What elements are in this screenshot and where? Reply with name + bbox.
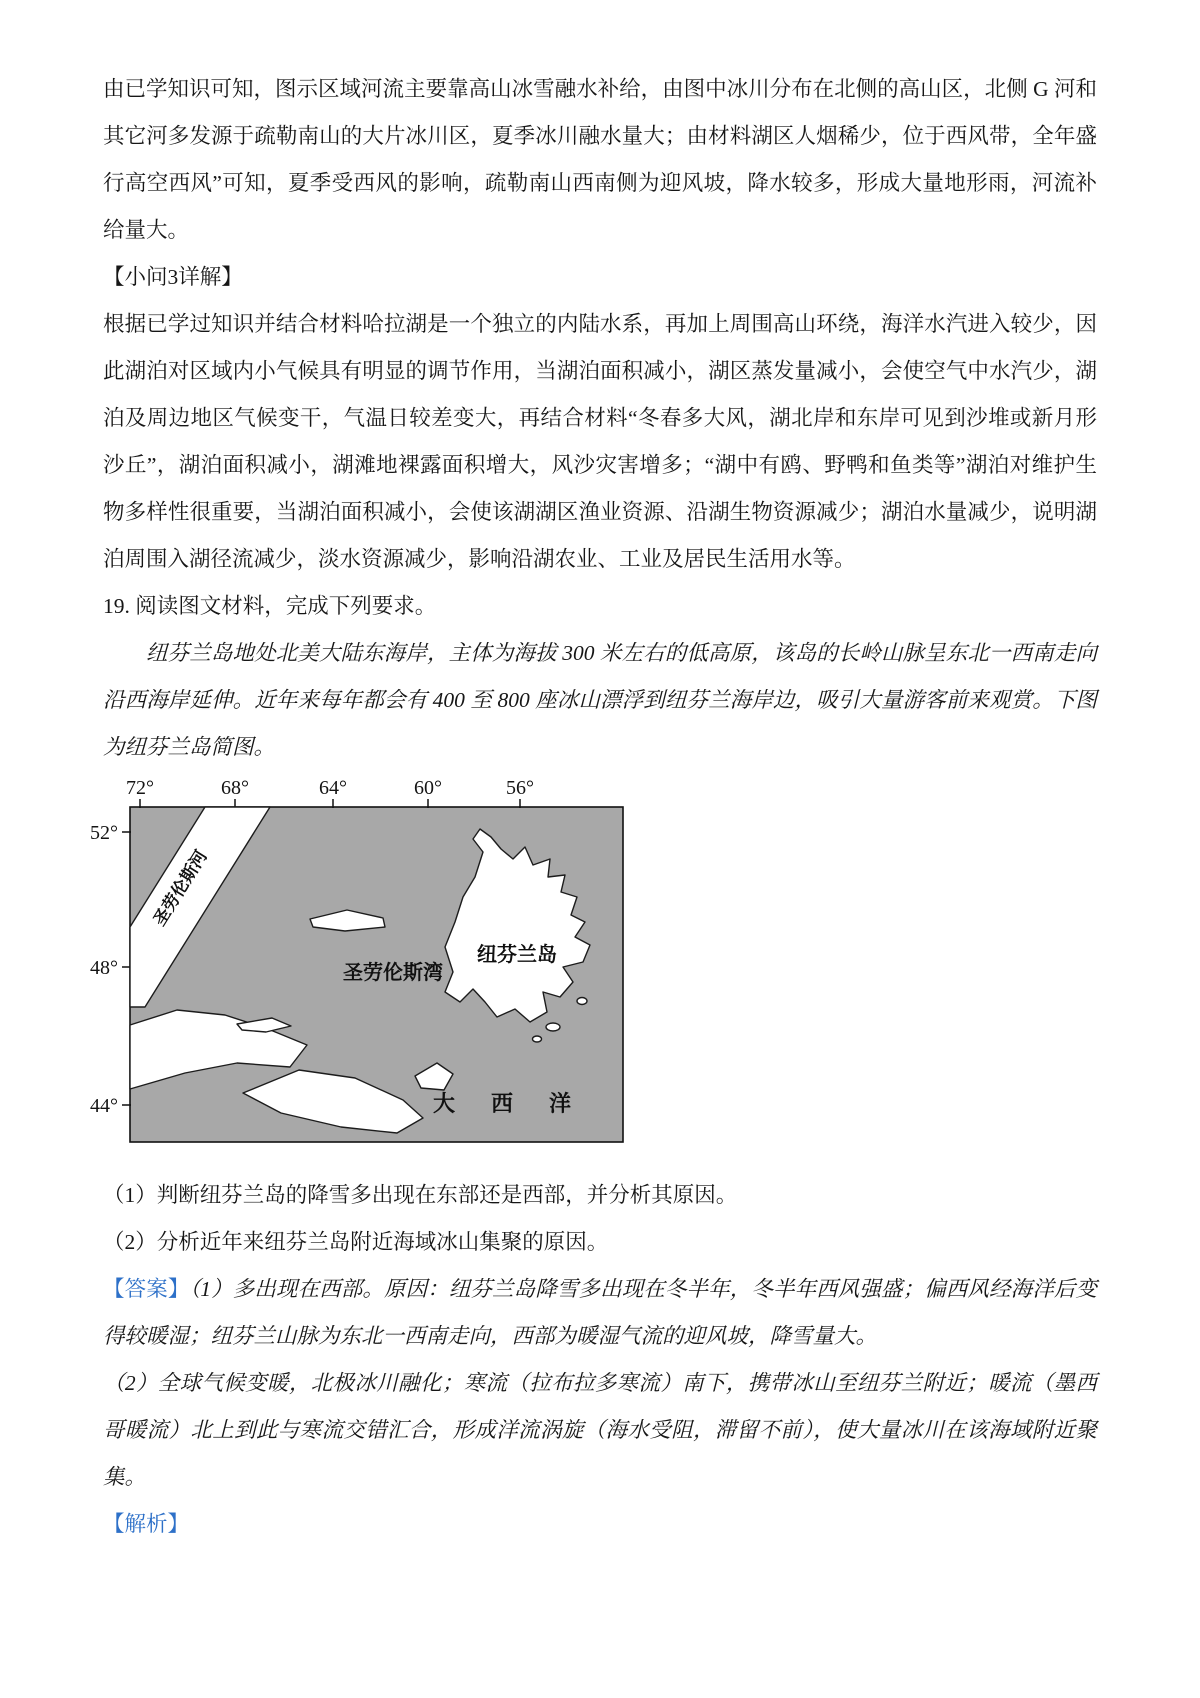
gulf-of-st-lawrence-label: 圣劳伦斯湾 [343,962,443,984]
lat-label-44: 44° [90,1095,118,1117]
lon-label-68: 68° [221,777,249,799]
question-1: （1）判断纽芬兰岛的降雪多出现在东部还是西部，并分析其原因。 [103,1183,738,1207]
answer-label: 【答案】 [103,1277,190,1301]
lat-label-52: 52° [90,822,118,844]
material-paragraph: 纽芬兰岛地处北美大陆东海岸，主体为海拔 300 米左右的低高原，该岛的长岭山脉呈东北一西南走向沿西海岸延伸。近年来每年都会有 400 至 800 座冰山漂浮到纽芬兰海岸边，吸引大量游客前来观赏。下图为纽芬兰岛简图。 [103,641,1097,759]
paragraph-river-supply: 由已学知识可知，图示区域河流主要靠高山冰雪融水补给，由图中冰川分布在北侧的高山区，北侧 G 河和其它河多发源于疏勒南山的大片冰川区，夏季冰川融水量大；由材料湖区人烟稀少，位于西风带，全年盛行高空西风”可知，夏季受西风的影响，疏勒南山西南侧为迎风坡，降水较多，形成大量地形雨，河流补给量大。 [103,77,1097,242]
lon-label-60: 60° [414,777,442,799]
small-island-3 [533,1036,542,1042]
analysis-paragraph [103,1501,1097,1548]
small-island-1 [546,1023,560,1031]
atlantic-ocean-label: 大西洋 [433,1091,608,1116]
small-island-2 [577,998,587,1005]
lat-label-48: 48° [90,957,118,979]
question-19-intro: 19. 阅读图文材料，完成下列要求。 [103,594,437,618]
lon-label-72: 72° [126,777,154,799]
paragraph-lake-analysis: 根据已学过知识并结合材料哈拉湖是一个独立的内陆水系，再加上周围高山环绕，海洋水汽进入较少，因此湖泊对区域内小气候具有明显的调节作用，当湖泊面积减小，湖区蒸发量减小，会使空气中水汽少，湖泊及周边地区气候变干，气温日较差变大，再结合材料“冬春多大风，湖北岸和东岸可见到沙堆或新月形沙丘”，湖泊面积减小，湖滩地裸露面积增大，风沙灾害增多；“湖中有鸥、野鸭和鱼类等”湖泊对维护生物多样性很重要，当湖泊面积减小，会使该湖湖区渔业资源、沿湖生物资源减少；湖泊水量减少，说明湖泊周围入湖径流减少，淡水资源减少，影响沿湖农业、工业及居民生活用水等。 [103,312,1097,571]
sub-question-3-heading: 【小问3详解】 [103,265,243,289]
answer-paragraph-2: （2）全球气候变暖，北极冰川融化；寒流（拉布拉多寒流）南下，携带冰山至纽芬兰附近；暖流（墨西哥暖流）北上到此与寒流交错汇合，形成洋流涡旋（海水受阻，滞留不前），使大量冰川在该海域附近聚集。 [103,1371,1097,1489]
map-svg [85,777,637,1149]
newfoundland-island-label: 纽芬兰岛 [477,944,557,966]
question-2: （2）分析近年来纽芬兰岛附近海域冰山集聚的原因。 [103,1230,609,1254]
answer-1-text: （1）多出现在西部。原因：纽芬兰岛降雪多出现在冬半年，冬半年西风强盛；偏西风经海洋后变得较暖湿；纽芬兰山脉为东北一西南走向，西部为暖湿气流的迎风坡，降雪量大。 [103,1277,1097,1348]
answer-paragraph-1 [103,1266,1097,1360]
lon-label-56: 56° [506,777,534,799]
newfoundland-map-figure [85,777,645,1154]
st-lawrence-river-label: 圣劳伦斯河 [149,847,211,930]
lon-label-64: 64° [319,777,347,799]
analysis-label: 【解析】 [103,1512,190,1536]
